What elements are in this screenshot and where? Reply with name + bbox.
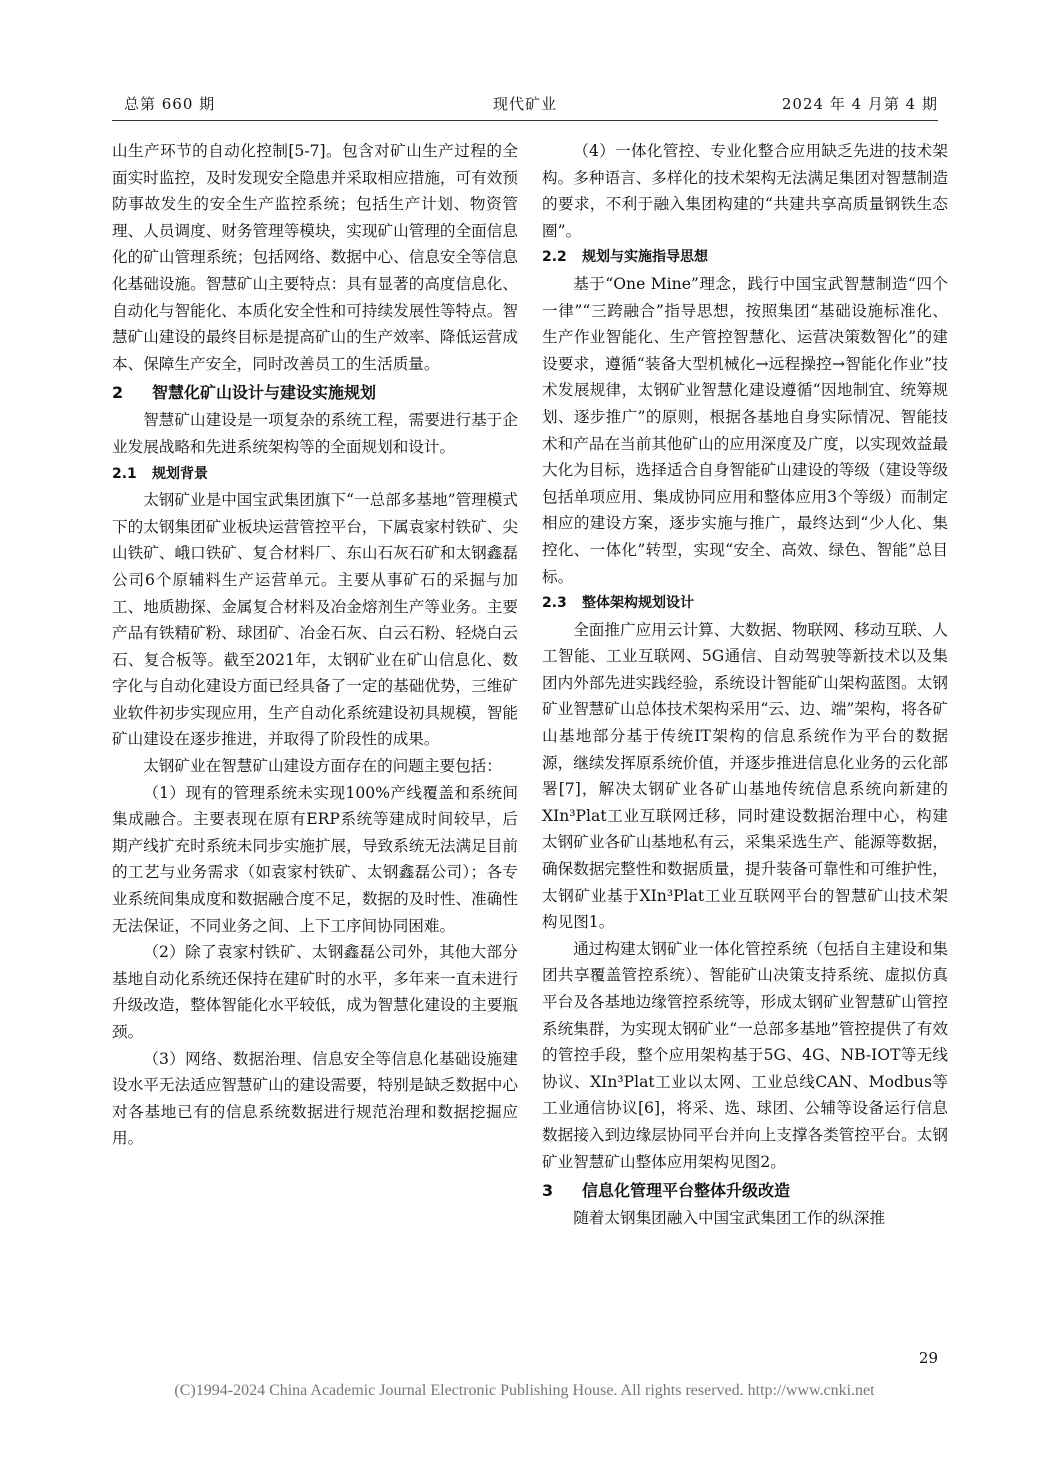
subsection-title: 整体架构规划设计 (582, 595, 694, 612)
subsection-number: 2.3 (542, 595, 567, 612)
subsection-heading (542, 590, 948, 617)
paragraph: 智慧矿山建设是一项复杂的系统工程，需要进行基于企业发展战略和先进系统架构等的全面规划和设计。 (112, 411, 518, 456)
paragraph: 随着太钢集团融入中国宝武集团工作的纵深推 (573, 1209, 886, 1228)
section-number: 2 (112, 383, 124, 403)
journal-name: 现代矿业 (492, 95, 557, 113)
subsection-heading (112, 461, 518, 488)
paragraph: 全面推广应用云计算、大数据、物联网、移动互联、人工智能、工业互联网、5G通信、自动驾驶等新技术以及集团内外部先进实践经验，系统设计智能矿山架构蓝图。太钢矿业智慧矿山总体技术架构采用“云、边、端”架构，将各矿山基地部分基于传统IT架构的信息系统作为平台的数据源，继续发挥原系统价值，并逐步推进信息化业务的云化部署[7]，解决太钢矿业各矿山基地传统信息系统向新建的XIn³Plat工业互联网迁移，同时建设数据治理中心，构建太钢矿业各矿山基地私有云，采集采选生产、能源等数据，确保数据完整性和数据质量，提升装备可靠性和可维护性，太钢矿业基于XIn³Plat工业互联网平台的智慧矿山技术架构见图1。 (542, 620, 948, 932)
section-number: 3 (542, 1181, 554, 1201)
paragraph: 基于“One Mine”理念，践行中国宝武智慧制造“四个一律”“三跨融合”指导思想，按照集团“基础设施标准化、生产作业智能化、生产管控智慧化、运营决策数智化”的建设要求，遵循“装备大型机械化→远程操控→智能化作业”技术发展规律，太钢矿业智慧化建设遵循“因地制宜、统筹规划、逐步推广”的原则，根据各基地自身实际情况、智能技术和产品在当前其他矿山的应用深度及广度，以实现效益最大化为目标，选择适合自身智能矿山建设的等级（建设等级包括单项应用、集成协同应用和整体应用3个等级）而制定相应的建设方案，逐步实施与推广，最终达到“少人化、集控化、一体化”转型，实现“安全、高效、绿色、智能”总目标。 (542, 274, 948, 586)
paragraph: 太钢矿业是中国宝武集团旗下“一总部多基地”管理模式下的太钢集团矿业板块运营管控平台，下属袁家村铁矿、尖山铁矿、峨口铁矿、复合材料厂、东山石灰石矿和太钢鑫磊公司6个原辅料生产运营单元。主要从事矿石的采掘与加工、地质勘探、金属复合材料及冶金熔剂生产等业务。主要产品有铁精矿粉、球团矿、冶金石灰、白云石粉、轻烧白云石、复合板等。截至2021年，太钢矿业在矿山信息化、数字化与自动化建设方面已经具备了一定的基础优势，三维矿业软件初步实现应用，生产自动化系统建设初具规模，智能矿山建设在逐步推进，并取得了阶段性的成果。 (112, 491, 518, 749)
paragraph: （4）一体化管控、专业化整合应用缺乏先进的技术架构。多种语言、多样化的技术架构无法满足集团对智慧制造的要求，不利于融入集团构建的“共建共享高质量钢铁生态圈”。 (542, 142, 948, 240)
paragraph: 通过构建太钢矿业一体化管控系统（包括自主建设和集团共享覆盖管控系统）、智能矿山决策支持系统、虚拟仿真平台及各基地边缘管控系统等，形成太钢矿业智慧矿山管控系统集群，为实现太钢矿业“一总部多基地”管控提供了有效的管控手段，整个应用架构基于5G、4G、NB-IOT等无线协议、XIn³Plat工业以太网、工业总线CAN、Modbus等工业通信协议[6]，将采、选、球团、公辅等设备运行信息数据接入到边缘层协同平台并向上支撑各类管控平台。太钢矿业智慧矿山整体应用架构见图2。 (542, 939, 948, 1171)
paragraph: 太钢矿业在智慧矿山建设方面存在的问题主要包括： (143, 757, 502, 776)
subsection-title: 规划背景 (152, 465, 208, 482)
subsection-title: 规划与实施指导思想 (582, 249, 708, 266)
subsection-number: 2.2 (542, 249, 567, 266)
paragraph: （2）除了袁家村铁矿、太钢鑫磊公司外，其他大部分基地自动化系统还保持在建矿时的水平，多年来一直未进行升级改造，整体智能化水平较低，成为智慧化建设的主要瓶颈。 (112, 943, 518, 1041)
subsection-number: 2.1 (112, 465, 137, 482)
running-header (112, 93, 938, 117)
right-column (542, 138, 948, 1232)
left-column (112, 138, 518, 1152)
section-heading (542, 1177, 948, 1205)
section-heading (112, 379, 518, 407)
paragraph: （3）网络、数据治理、信息安全等信息化基础设施建设水平无法适应智慧矿山的建设需要，特别是缺乏数据中心对各基地已有的信息系统数据进行规范治理和数据挖掘应用。 (112, 1049, 518, 1148)
header-rule (112, 120, 938, 121)
copyright-notice: (C)1994-2024 China Academic Journal Electronic Publishing House. All rights reserved. http://www.cnki.net (174, 1382, 875, 1399)
section-title: 智慧化矿山设计与建设实施规划 (152, 383, 377, 403)
paragraph: （1）现有的管理系统未实现100%产线覆盖和系统间集成融合。主要表现在原有ERP系统等建成时间较早，后期产线扩充时系统未同步实施扩展，导致系统无法满足目前的工艺与业务需求（如袁家村铁矿、太钢鑫磊公司）；各专业系统间集成度和数据融合度不足，数据的及时性、准确性无法保证，不同业务之间、上下工序间协同困难。 (112, 783, 518, 935)
page-number: 29 (918, 1349, 938, 1367)
section-title: 信息化管理平台整体升级改造 (582, 1181, 791, 1201)
issue-number: 总第 660 期 (124, 95, 216, 113)
subsection-heading (542, 244, 948, 271)
paragraph: 山生产环节的自动化控制[5-7]。包含对矿山生产过程的全面实时监控，及时发现安全隐患并采取相应措施，可有效预防事故发生的安全生产监控系统；包括生产计划、物资管理、人员调度、财务管理等模块，实现矿山管理的全面信息化的矿山管理系统；包括网络、数据中心、信息安全等信息化基础设施。智慧矿山主要特点：具有显著的高度信息化、自动化与智能化、本质化安全性和可持续发展性等特点。智慧矿山建设的最终目标是提高矿山的生产效率、降低运营成本、保障生产安全，同时改善员工的生活质量。 (112, 142, 518, 373)
issue-date: 2024 年 4 月第 4 期 (781, 95, 938, 113)
